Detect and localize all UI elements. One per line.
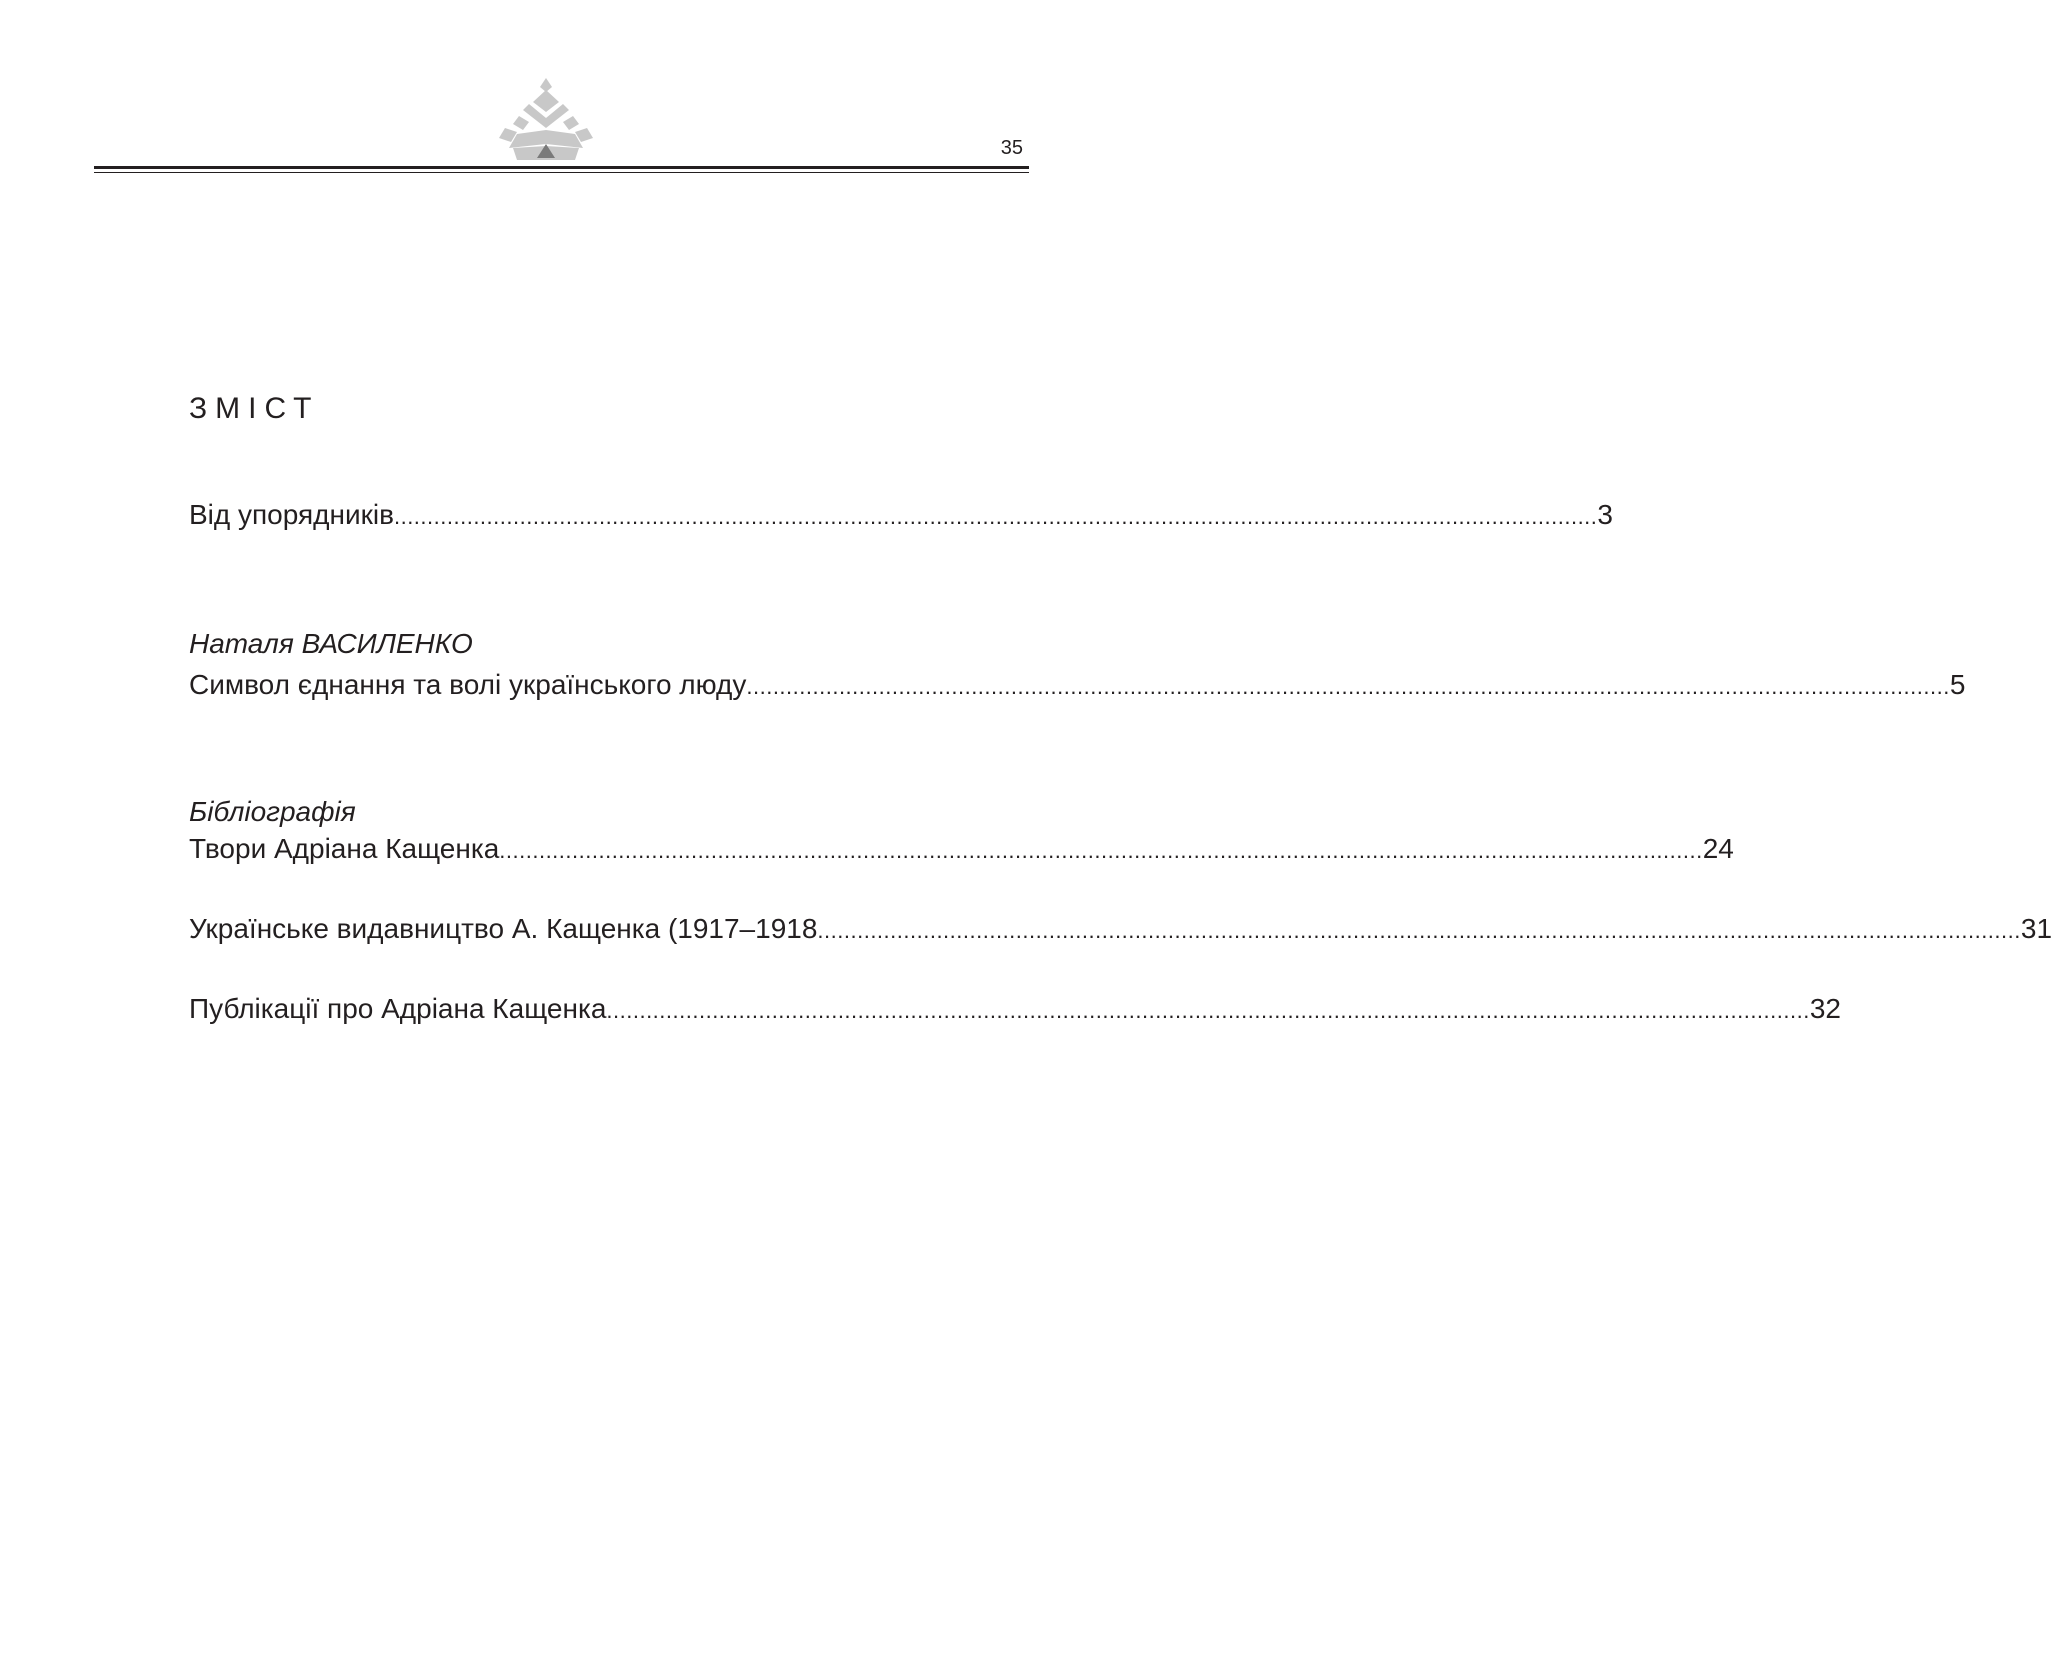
toc-section-heading: Бібліографія — [189, 796, 356, 827]
toc-entry-title: Українське видавництво А. Кащенка (1917–1918 — [189, 913, 818, 944]
toc-entry[interactable] — [189, 668, 1966, 704]
toc-leader: ...................................................................................................................................................................................... — [817, 918, 2021, 943]
toc-leader: ...................................................................................................................................................................................... — [499, 838, 1703, 863]
toc-entry[interactable] — [189, 832, 1734, 868]
toc-entry-author: Наталя ВАСИЛЕНКО — [189, 628, 473, 659]
toc-entry-page: 5 — [1949, 669, 1966, 700]
toc-heading: ЗМІСТ — [189, 392, 320, 425]
toc-leader: ...................................................................................................................................................................................... — [746, 674, 1950, 699]
toc-entry-page: 24 — [1702, 833, 1734, 864]
folk-ornament-icon — [499, 78, 593, 160]
toc-leader: ...................................................................................................................................................................................... — [606, 998, 1810, 1023]
toc-leader: ...................................................................................................................................................................................... — [393, 504, 1598, 529]
header-rule-thin — [94, 172, 1029, 173]
header-rule-thick — [94, 166, 1029, 169]
toc-entry[interactable] — [189, 912, 2052, 948]
toc-entry-title: Твори Адріана Кащенка — [189, 833, 500, 864]
toc-entry-page: 31 — [2020, 913, 2052, 944]
page-number: 35 — [1000, 137, 1023, 159]
toc-entry-page: 3 — [1597, 499, 1613, 530]
toc-entry-title: Від упорядників — [189, 499, 394, 530]
toc-entry-title: Публікації про Адріана Кащенка — [189, 993, 607, 1024]
toc-entry[interactable] — [189, 498, 1613, 534]
toc-entry-title: Символ єднання та волі українського люду — [189, 669, 747, 700]
toc-entry-page: 32 — [1809, 993, 1841, 1024]
toc-entry[interactable] — [189, 992, 1841, 1028]
